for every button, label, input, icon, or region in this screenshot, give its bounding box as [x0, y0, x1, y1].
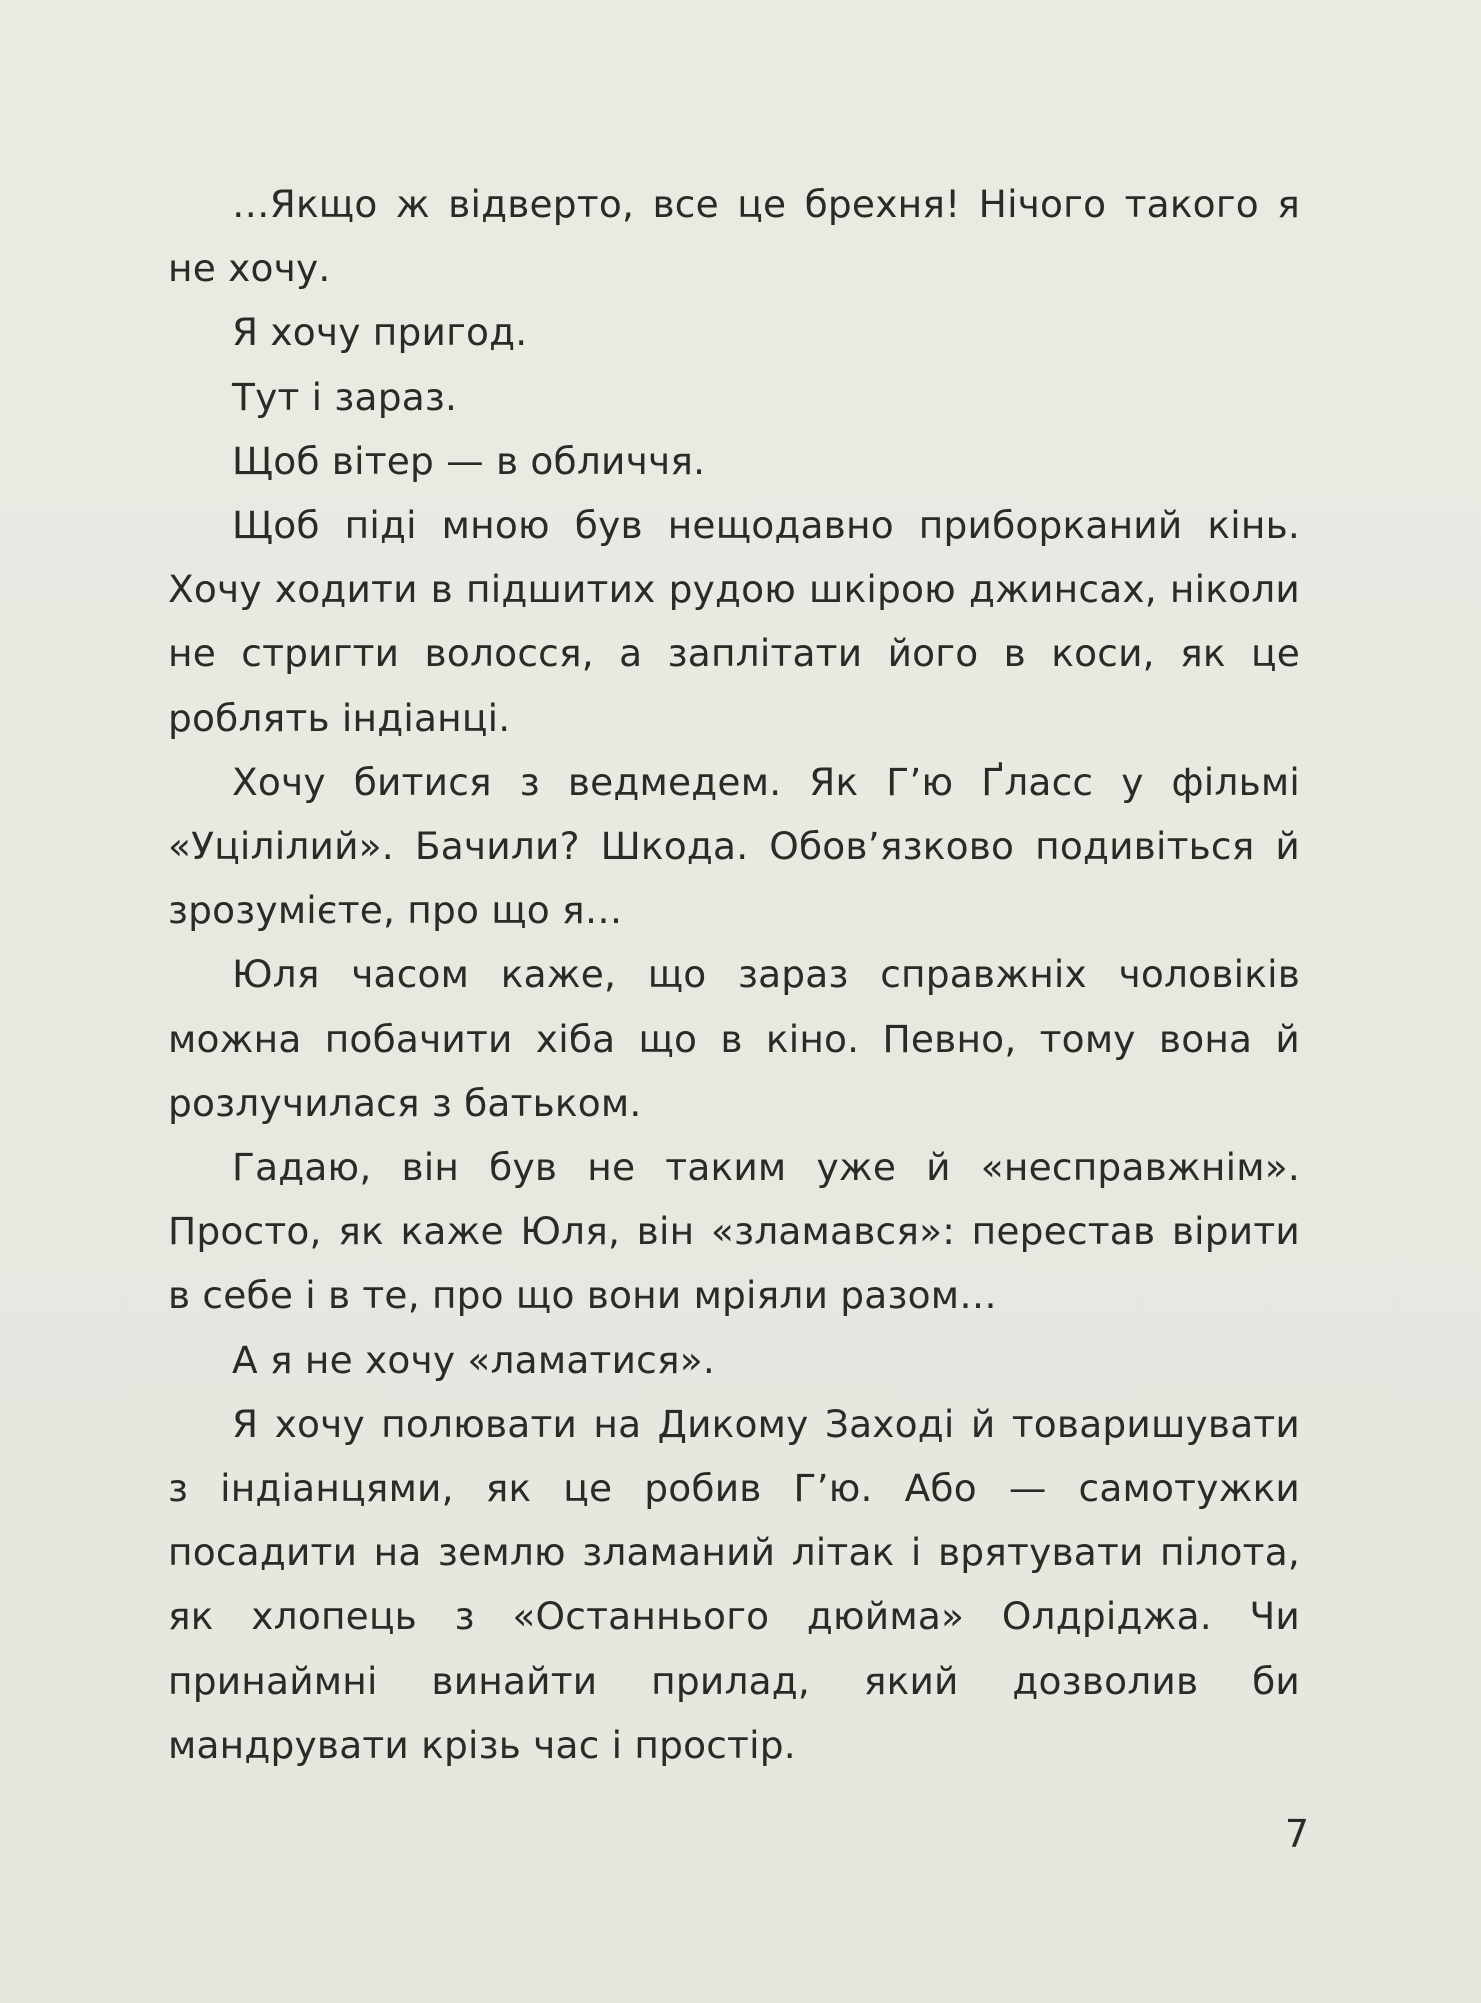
body-text [168, 172, 1300, 1777]
paragraph-1: …Якщо ж відверто, все це брехня! Нічого такого я не хочу. [168, 182, 1300, 291]
paragraph-2: Я хочу пригод. [232, 310, 528, 355]
paragraph-9: А я не хочу «ламатися». [232, 1337, 715, 1382]
paragraph-7: Юля часом каже, що зараз справжніх чоловіків можна побачити хіба що в кіно. Певно, тому вона й розлучилася з батьком. [168, 952, 1300, 1125]
paragraph-4: Щоб вітер — в обличчя. [232, 438, 706, 483]
paragraph-6: Хочу битися з ведмедем. Як Г’ю Ґласс у фільмі «Уцілілий». Бачили? Шкода. Обов’язково подивіться й зрозумієте, про що я… [168, 759, 1300, 933]
paragraph-10: Я хочу полювати на Дикому Заході й товаришувати з індіанцями, як це робив Г’ю. Або — самотужки посадити на землю зламаний літак і врятувати пілота, як хлопець з «Останнього дюйма» Олдріджа. Чи принаймні винайти прилад, який дозволив би мандрувати крізь час і простір. [168, 1401, 1300, 1767]
paragraph-3: Тут і зараз. [232, 374, 458, 419]
page-number: 7 [1284, 1812, 1309, 1856]
paragraph-8: Гадаю, він був не таким уже й «несправжнім». Просто, як каже Юля, він «зламався»: перестав вірити в себе і в те, про що вони мріяли разом… [168, 1145, 1300, 1318]
paragraph-5: Щоб піді мною був нещодавно приборканий кінь. Хочу ходити в підшитих рудою шкірою джинсах, ніколи не стригти волосся, а заплітати його в коси, як це роблять індіанці. [168, 503, 1300, 740]
